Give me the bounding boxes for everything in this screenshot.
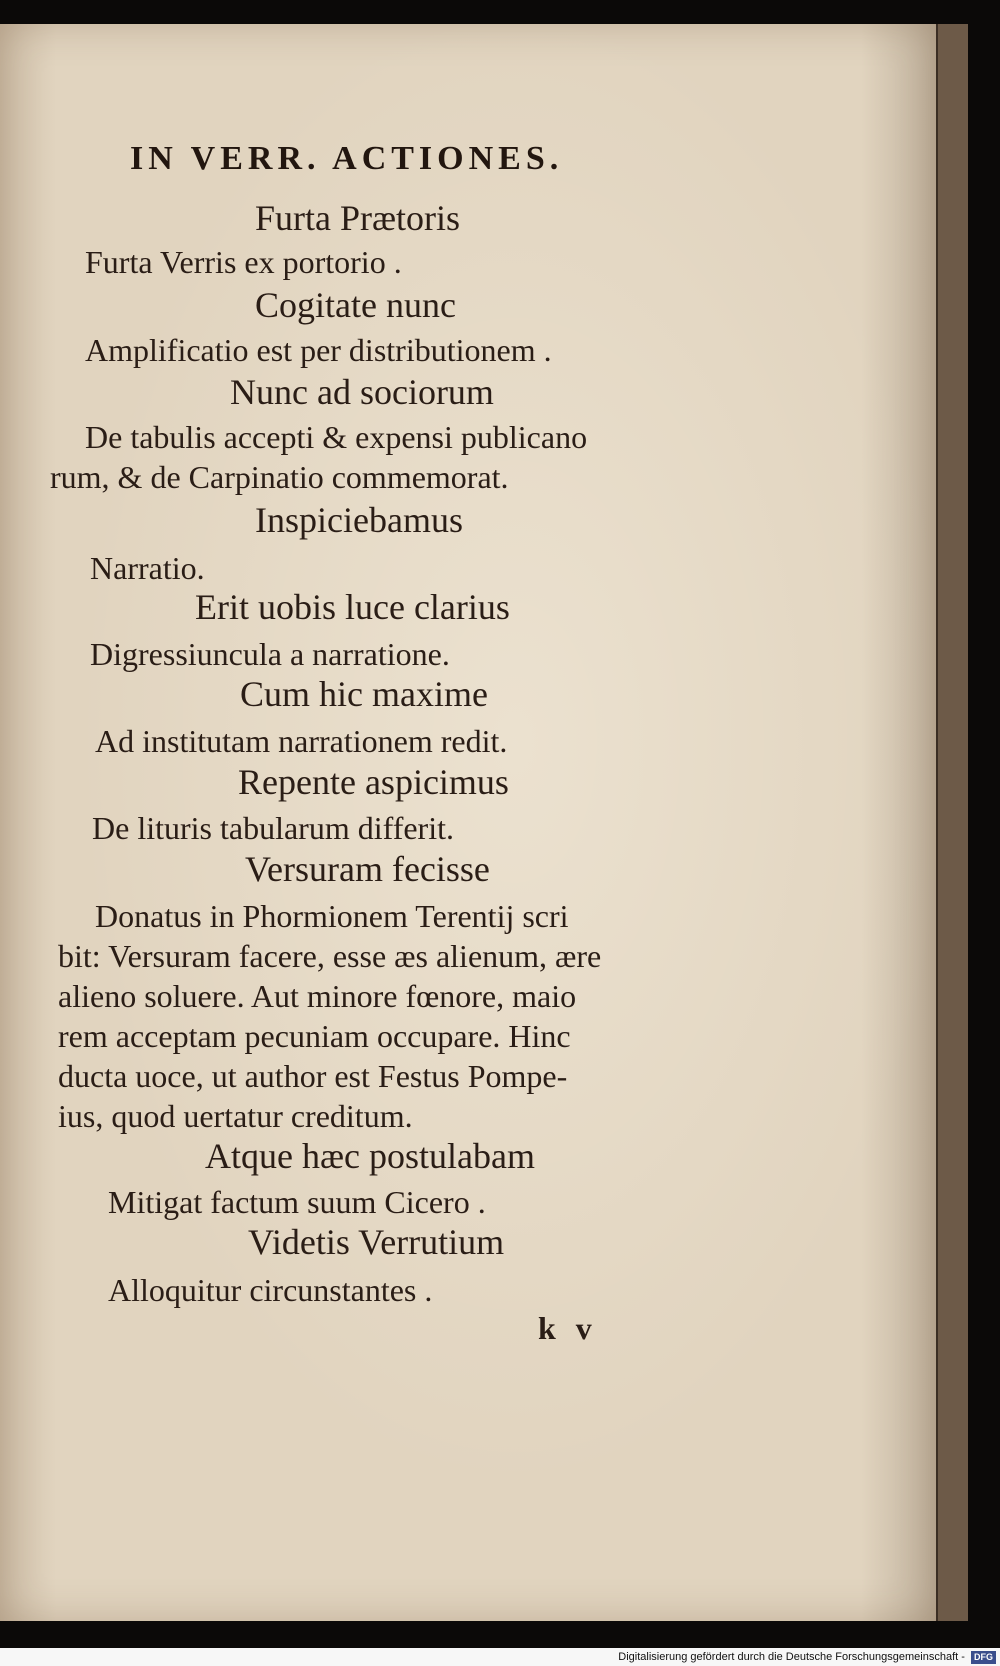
note-line: Digressiuncula a narratione. [90, 636, 450, 672]
note-line: ius, quod uertatur creditum. [58, 1098, 413, 1134]
lemma-line: Nunc ad sociorum [230, 372, 494, 412]
note-line: Amplificatio est per distributionem . [85, 332, 552, 368]
note-line: Donatus in Phormionem Terentij scri [95, 898, 569, 934]
note-line: De lituris tabularum differit. [92, 810, 454, 846]
note-line: alieno soluere. Aut minore fœnore, maio [58, 978, 577, 1014]
lemma-line: Cogitate nunc [255, 285, 456, 325]
note-line: ducta uoce, ut author est Festus Pompe- [58, 1058, 568, 1094]
page-edge-strip [936, 24, 968, 1621]
signature-mark: k v [538, 1310, 598, 1346]
digitization-credit-bar [0, 1648, 1000, 1666]
note-line: Furta Verris ex portorio . [85, 244, 402, 280]
dfg-logo: DFG [971, 1651, 996, 1664]
lemma-line: Furta Prætoris [255, 198, 461, 238]
note-line: Alloquitur circunstantes . [108, 1272, 433, 1308]
lemma-line: Cum hic maxime [240, 674, 488, 714]
running-header: IN VERR. ACTIONES. [130, 140, 564, 177]
lemma-line: Videtis Verrutium [248, 1222, 505, 1262]
note-line: Ad institutam narrationem redit. [95, 723, 508, 759]
lemma-line: Repente aspicimus [238, 762, 509, 802]
note-line: rem acceptam pecuniam occupare. Hinc [58, 1018, 571, 1054]
lemma-line: Inspiciebamus [255, 500, 463, 540]
note-line: bit: Versuram facere, esse æs alienum, ære [58, 938, 602, 974]
note-line: rum, & de Carpinatio commemorat. [50, 459, 509, 495]
note-line: De tabulis accepti & expensi publicano [85, 419, 588, 455]
lemma-line: Erit uobis luce clarius [195, 587, 510, 627]
digitization-credit-text: Digitalisierung gefördert durch die Deutsche Forschungsgemeinschaft - [618, 1651, 965, 1663]
lemma-line: Versuram fecisse [245, 849, 490, 889]
note-line: Mitigat factum suum Cicero . [108, 1184, 486, 1220]
book-page [0, 24, 936, 1621]
lemma-line: Atque hæc postulabam [205, 1136, 535, 1176]
note-line: Narratio. [90, 550, 205, 586]
